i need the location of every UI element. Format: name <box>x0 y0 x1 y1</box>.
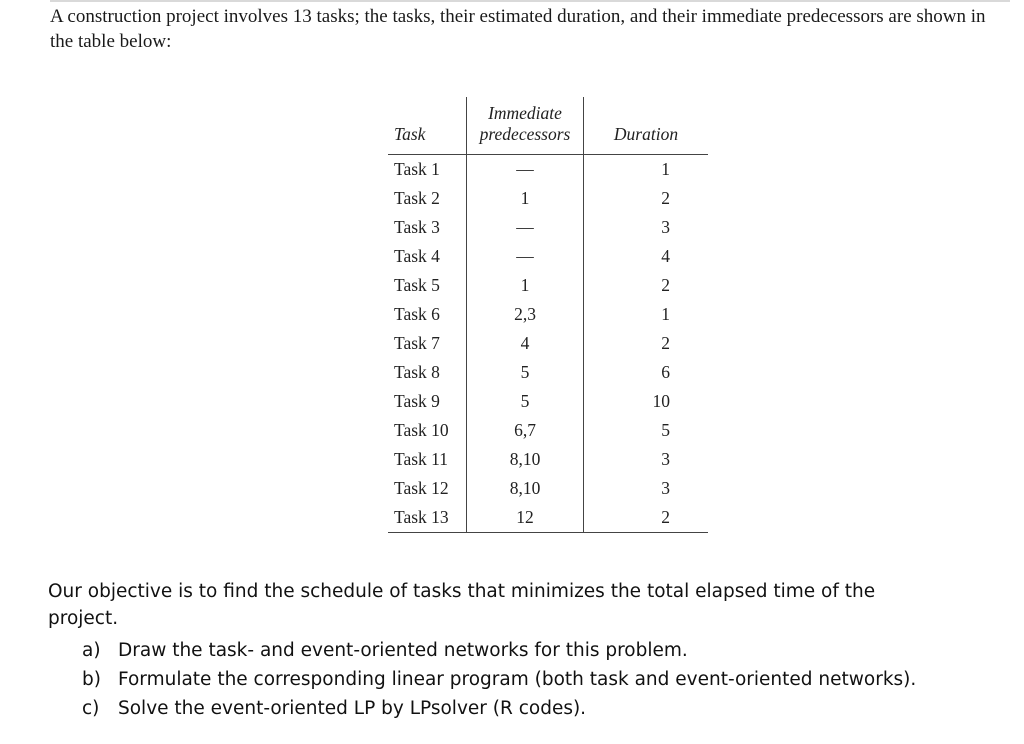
table-row <box>388 271 708 300</box>
predecessors-cell: 6,7 <box>467 416 584 445</box>
intro-paragraph: A construction project involves 13 tasks; the tasks, their estimated duration, and their immediate predecessors are shown in the table below: <box>50 6 986 52</box>
duration-cell: 1 <box>661 304 670 324</box>
top-divider <box>50 0 1010 2</box>
predecessors-cell: 4 <box>467 329 584 358</box>
predecessors-cell: — <box>467 213 584 242</box>
task-name-cell: Task 2 <box>388 184 467 213</box>
task-name-cell: Task 5 <box>388 271 467 300</box>
duration-cell: 2 <box>661 188 670 208</box>
task-table <box>388 97 708 533</box>
task-name-cell: Task 3 <box>388 213 467 242</box>
duration-cell: 6 <box>661 362 670 382</box>
task-name-cell: Task 11 <box>388 445 467 474</box>
question-label: a) <box>82 640 101 661</box>
question-item <box>82 665 916 694</box>
question-item <box>82 636 916 665</box>
header-spacer <box>584 97 709 124</box>
table-row <box>388 213 708 242</box>
predecessors-cell: 8,10 <box>467 474 584 503</box>
task-name-cell: Task 12 <box>388 474 467 503</box>
duration-cell: 10 <box>652 391 670 411</box>
table-body <box>388 155 708 533</box>
duration-cell: 3 <box>661 478 670 498</box>
table-row <box>388 474 708 503</box>
predecessors-cell: 1 <box>467 271 584 300</box>
predecessors-cell: — <box>467 242 584 271</box>
header-spacer <box>388 97 467 124</box>
duration-cell: 2 <box>584 503 709 533</box>
question-label: b) <box>82 669 101 690</box>
predecessors-cell: 12 <box>467 503 584 533</box>
predecessors-cell: 5 <box>467 358 584 387</box>
task-name-cell: Task 1 <box>388 155 467 185</box>
question-label: c) <box>82 698 100 719</box>
task-name-cell: Task 9 <box>388 387 467 416</box>
header-predecessors-line2: predecessors <box>467 124 584 155</box>
duration-cell: 1 <box>661 159 670 179</box>
table-row <box>388 416 708 445</box>
header-predecessors-line1: Immediate <box>467 97 584 124</box>
task-name-cell: Task 8 <box>388 358 467 387</box>
table-row <box>388 300 708 329</box>
question-text: Solve the event-oriented LP by LPsolver (R codes). <box>118 698 587 719</box>
duration-cell: 3 <box>661 217 670 237</box>
predecessors-cell: 8,10 <box>467 445 584 474</box>
duration-cell: 2 <box>661 333 670 353</box>
table-row <box>388 387 708 416</box>
header-duration: Duration <box>584 124 709 155</box>
table-row <box>388 155 708 185</box>
table-row <box>388 242 708 271</box>
predecessors-cell: — <box>467 155 584 185</box>
predecessors-cell: 2,3 <box>467 300 584 329</box>
duration-cell: 4 <box>661 246 670 266</box>
question-list <box>82 636 916 723</box>
table-row <box>388 184 708 213</box>
question-item <box>82 694 916 723</box>
table-row <box>388 329 708 358</box>
task-name-cell: Task 7 <box>388 329 467 358</box>
predecessors-cell: 1 <box>467 184 584 213</box>
duration-cell: 2 <box>661 275 670 295</box>
table-row <box>388 358 708 387</box>
task-name-cell: Task 6 <box>388 300 467 329</box>
question-text: Draw the task- and event-oriented networks for this problem. <box>118 640 688 661</box>
question-text: Formulate the corresponding linear program (both task and event-oriented networks). <box>118 669 917 690</box>
task-name-cell: Task 13 <box>388 503 467 533</box>
duration-cell: 3 <box>661 449 670 469</box>
duration-cell: 5 <box>661 420 670 440</box>
objective-paragraph: Our objective is to find the schedule of tasks that minimizes the total elapsed time of the project. <box>48 581 876 629</box>
table-row <box>388 503 708 533</box>
task-name-cell: Task 10 <box>388 416 467 445</box>
task-name-cell: Task 4 <box>388 242 467 271</box>
header-task: Task <box>388 124 467 155</box>
table-row <box>388 445 708 474</box>
predecessors-cell: 5 <box>467 387 584 416</box>
